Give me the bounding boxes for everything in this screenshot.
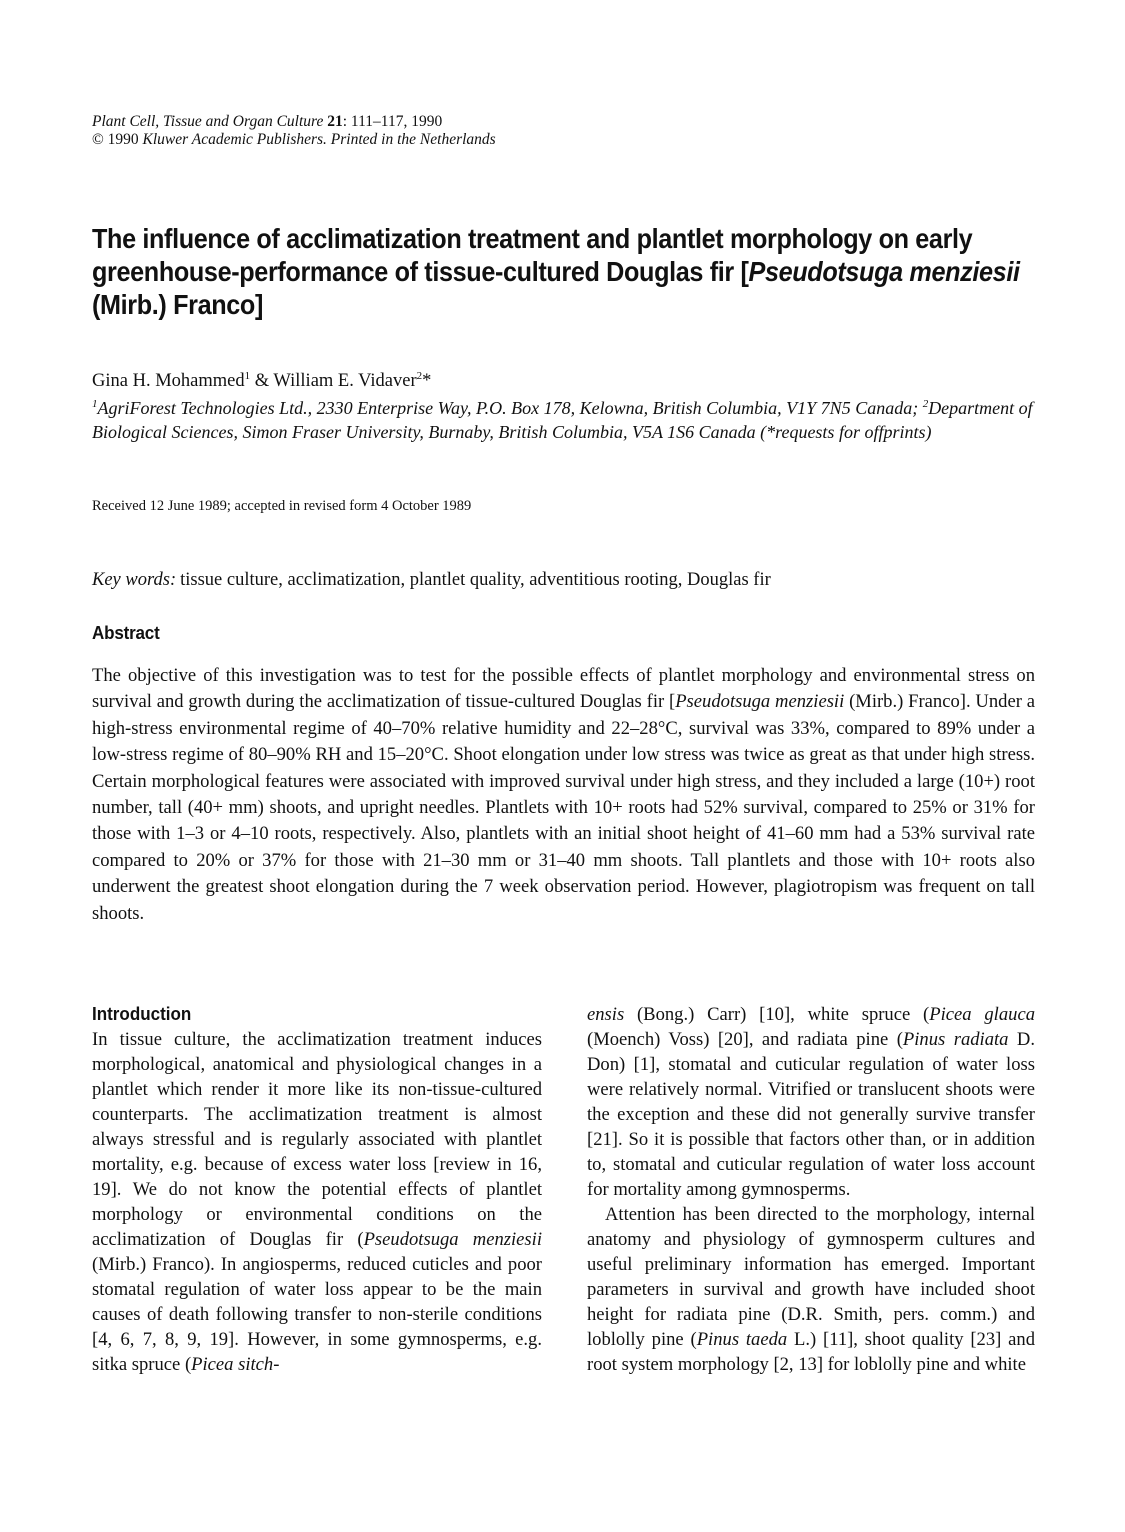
paragraph: ensis (Bong.) Carr) [10], white spruce (Picea glauca (Moench) Voss) [20], and radiata pine (Pinus radiata D. Don) [1], stomatal and cuticular regulation of water loss were relatively normal. Vitrified or translucent shoots were the exception and these did not generally survive transfer [21]. So it is possible that factors other than, or in addition to, stomatal and cuticular regulation of water loss account for mortality among gymnosperms. (587, 1004, 1035, 1200)
journal-copyright: © 1990 Kluwer Academic Publishers. Printed in the Netherlands (92, 131, 496, 148)
keywords-label: Key words: (92, 570, 177, 590)
paper-title: The influence of acclimatization treatment and plantlet morphology on early greenhouse-performance of tissue-cultured Douglas fir [Pseudotsuga menziesii (Mirb.) Franco] (92, 223, 1020, 320)
journal-header (92, 113, 496, 149)
author-name: William E. Vidaver (273, 371, 417, 391)
body-column-left (92, 1027, 542, 1377)
keywords (92, 569, 771, 591)
author-list: Gina H. Mohammed$^1$ & William E. Vidaver$^2$* (92, 369, 432, 391)
paragraph: Attention has been directed to the morphology, internal anatomy and physiology of gymnosperm cultures and useful preliminary information has emerged. Important parameters in survival and growth have included shoot height for radiata pine (D.R. Smith, pers. comm.) and loblolly pine (Pinus taeda L.) [11], shoot quality [23] and root system morphology [2, 13] for loblolly pine and white (587, 1204, 1035, 1375)
keywords-text: tissue culture, acclimatization, plantlet quality, adventitious rooting, Douglas fir (180, 570, 771, 590)
abstract-body: The objective of this investigation was to test for the possible effects of plantlet morphology and environmental stress on survival and growth during the acclimatization of tissue-cultured Douglas fir [Pseudotsuga menziesii (Mirb.) Franco]. Under a high-stress environmental regime of 40–70% relative humidity and 22–28°C, survival was 33%, compared to 89% under a low-stress regime of 80–90% RH and 15–20°C. Shoot elongation under low stress was twice as great as that under high stress. Certain morphological features were associated with improved survival under high stress, and they included a large (10+) root number, tall (40+ mm) shoots, and upright needles. Plantlets with 10+ roots had 52% survival, compared to 25% or 31% for those with 1–3 or 4–10 roots, respectively. Also, plantlets with an initial shoot height of 41–60 mm had a 53% survival rate compared to 20% or 37% for those with 21–30 mm or 31–40 mm shoots. Tall plantlets and those with 10+ roots also underwent the greatest shoot elongation during the 7 week observation period. However, plagiotropism was frequent on tall shoots. (92, 665, 1035, 924)
received-dates: Received 12 June 1989; accepted in revised form 4 October 1989 (92, 498, 472, 514)
introduction-heading: Introduction (92, 1003, 192, 1024)
author-name: Gina H. Mohammed (92, 371, 245, 391)
journal-citation: Plant Cell, Tissue and Organ Culture 21: 111–117, 1990 (92, 113, 443, 130)
paragraph: In tissue culture, the acclimatization treatment induces morphological, anatomical and physiological changes in a plantlet which render it more like its non-tissue-cultured counterparts. The acclimatization treatment is almost always stressful and is regularly associated with plantlet mortality, e.g. because of excess water loss [review in 16, 19]. We do not know the potential effects of plantlet morphology or environmental conditions on the acclimatization of Douglas fir (Pseudotsuga menziesii (Mirb.) Franco). In angiosperms, reduced cuticles and poor stomatal regulation of water loss appear to be the main causes of death following transfer to non-sterile conditions [4, 6, 7, 8, 9, 19]. However, in some gymnosperms, e.g. sitka spruce (Picea sitch- (92, 1029, 542, 1375)
affiliations: $^1$AgriForest Technologies Ltd., 2330 Enterprise Way, P.O. Box 178, Kelowna, British Columbia, V1Y 7N5 Canada; $^2$Department of Biological Sciences, Simon Fraser University, Burnaby, British Columbia, V5A 1S6 Canada (*requests for offprints) (92, 398, 1033, 442)
abstract-heading: Abstract (92, 622, 160, 643)
body-column-right (587, 1002, 1035, 1377)
